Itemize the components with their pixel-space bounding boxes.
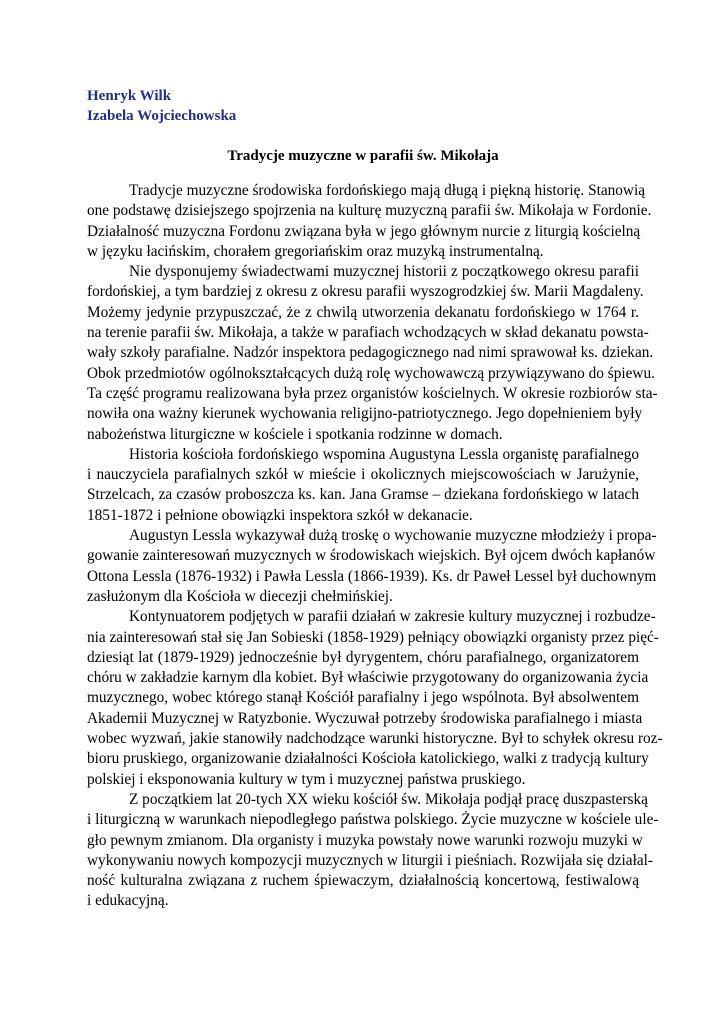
paragraph-line: wobec wyzwań, jakie stanowiły nadchodzące warunki historyczne. Był to schyłek okresu roz-: [87, 730, 663, 748]
paragraph-line: fordońskiej, a tym bardziej z okresu z okresu parafii wyszogrodzkiej św. Marii Magdaleny.: [87, 283, 644, 301]
paragraph: [87, 607, 663, 790]
paragraph-line: Akademii Muzycznej w Ratyzbonie. Wyczuwał potrzeby środowiska parafialnego i miasta: [87, 709, 643, 727]
paragraph: [87, 445, 639, 526]
paragraph-line: chóru w zakładzie karnym dla kobiet. Był właściwie przygotowany do organizowania życia: [87, 669, 649, 687]
paragraph-line: muzycznego, wobec którego stanął Kościół parafialny i jego wspólnota. Był absolwentem: [87, 689, 639, 707]
paragraph-line: dziesiąt lat (1879-1929) jednocześnie był dyrygentem, chóru parafialnego, organizatorem: [87, 648, 639, 666]
paragraph-line: 1851-1872 i pełnione obowiązki inspektora szkół w dekanacie.: [87, 506, 473, 524]
paragraph-line: Z początkiem lat 20-tych XX wieku kościół św. Mikołaja podjął pracę duszpasterską: [129, 790, 648, 808]
paragraph-line: Ta część programu realizowana była przez organistów kościelnych. W okresie rozbiorów sta-: [87, 384, 658, 402]
paragraph: [87, 181, 652, 262]
paragraph-line: w języku łacińskim, chorałem gregoriańskim oraz muzyką instrumentalną.: [87, 242, 544, 260]
paragraph-line: Możemy jedynie przypuszczać, że z chwilą utworzenia dekanatu fordońskiego w 1764 r.: [87, 303, 639, 321]
paragraph-line: na terenie parafii św. Mikołaja, a także w parafiach wchodzących w skład dekanatu powsta-: [87, 324, 649, 342]
paragraph-line: nowiła ona ważny kierunek wychowania religijno-patriotycznego. Jego dopełnieniem były: [87, 405, 643, 423]
paragraph-line: Augustyn Lessla wykazywał dużą troskę o wychowanie muzyczne młodzieży i propa-: [129, 527, 657, 545]
paragraph-line: Ottona Lessla (1876-1932) i Pawła Lessla (1866-1939). Ks. dr Paweł Lessel był duchownym: [87, 567, 657, 585]
paragraph: [87, 526, 657, 607]
paragraph-line: gowanie zainteresowań muzycznych w środowiskach wiejskich. Był ojcem dwóch kapłanów: [87, 547, 656, 565]
paragraph-line: nia zainteresowań stał się Jan Sobieski (1858-1929) pełniący obowiązki organisty przez pięć-: [87, 628, 659, 646]
article-body: [87, 181, 663, 912]
paragraph-line: ność kulturalna związana z ruchem śpiewaczym, działalnością koncertową, festiwalową: [87, 872, 639, 890]
paragraph-line: wykonywaniu nowych kompozycji muzycznych w liturgii i pieśniach. Rozwijała się działal-: [87, 851, 653, 869]
paragraph-line: polskiej i eksponowania kultury w tym i muzycznej państwa pruskiego.: [87, 770, 526, 788]
paragraph-line: Nie dysponujemy świadectwami muzycznej historii z początkowego okresu parafii: [129, 263, 639, 281]
paragraph-line: one podstawę dzisiejszego spojrzenia na kulturę muzyczną parafii św. Mikołaja w Fordonie.: [87, 202, 652, 220]
paragraph-line: Działalność muzyczna Fordonu związana była w jego głównym nurcie z liturgią kościelną: [87, 222, 641, 240]
paragraph: [87, 790, 659, 912]
paragraph: [87, 262, 658, 445]
paragraph-line: Historia kościoła fordońskiego wspomina Augustyna Lessla organistę parafialnego: [129, 445, 639, 463]
paragraph-line: i liturgiczną w warunkach niepodległego państwa polskiego. Życie muzyczne w kościele ule-: [87, 811, 659, 829]
paragraph-line: Tradycje muzyczne środowiska fordońskiego mają długą i piękną historię. Stanowią: [129, 182, 646, 199]
paragraph-line: bioru pruskiego, organizowanie działalności Kościoła katolickiego, walki z tradycją kultury: [87, 750, 649, 768]
paragraph-line: nabożeństwa liturgiczne w kościele i spotkania rodzinne w domach.: [87, 425, 503, 443]
paragraph-line: i nauczyciela parafialnych szkół w mieście i okolicznych miejscowościach w Jarużynie,: [87, 466, 639, 484]
paragraph-line: Strzelcach, za czasów proboszcza ks. kan. Jana Gramse – dziekana fordońskiego w latach: [87, 486, 639, 504]
paragraph-line: wały szkoły parafialne. Nadzór inspektora pedagogicznego nad nimi sprawował ks. dziekan.: [87, 344, 654, 362]
paragraph-line: zasłużonym dla Kościoła w diecezji chełmińskiej.: [87, 587, 393, 605]
paragraph-line: Obok przedmiotów ogólnokształcących dużą rolę wychowawczą przywiązywano do śpiewu.: [87, 364, 655, 382]
paragraph-line: gło pewnym zmianom. Dla organisty i muzyka powstały nowe warunki rozwoju muzyki w: [87, 831, 643, 849]
author-block: [87, 86, 487, 126]
author-name-2: Izabela Wojciechowska: [87, 108, 237, 124]
author-name-1: Henryk Wilk: [87, 88, 172, 104]
paragraph-line: i edukacyjną.: [87, 892, 169, 910]
article-title: Tradycje muzyczne w parafii św. Mikołaja: [227, 148, 499, 164]
paragraph-line: Kontynuatorem podjętych w parafii działań w zakresie kultury muzycznej i rozbudze-: [129, 608, 656, 626]
